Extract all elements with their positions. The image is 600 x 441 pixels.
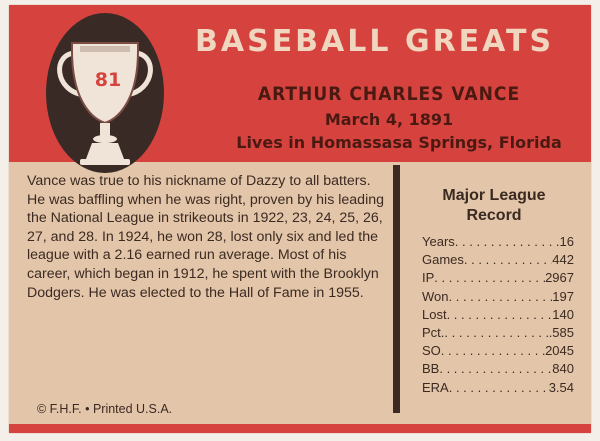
card-series-title: BASEBALL GREATS bbox=[195, 24, 555, 59]
stat-row-bb bbox=[422, 360, 574, 378]
leader-dots bbox=[447, 306, 553, 324]
stat-label: IP bbox=[422, 270, 435, 286]
stat-value: 140 bbox=[552, 306, 574, 322]
trophy-icon bbox=[46, 13, 164, 173]
leader-dots bbox=[441, 342, 545, 360]
leader-dots bbox=[455, 233, 560, 251]
record-heading-line2: Record bbox=[466, 207, 522, 224]
player-birth-date: March 4, 1891 bbox=[324, 110, 454, 129]
stat-row-lost bbox=[422, 306, 574, 324]
stat-label: Pct. bbox=[422, 325, 445, 341]
stat-row-so bbox=[422, 342, 574, 360]
copyright-footer: © F.H.F. • Printed U.S.A. bbox=[37, 402, 173, 416]
stat-label: SO bbox=[422, 343, 441, 359]
stat-value: .585 bbox=[548, 325, 574, 341]
column-divider bbox=[393, 165, 400, 413]
card-number: 81 bbox=[94, 69, 122, 91]
record-heading bbox=[409, 186, 579, 226]
stat-label: Games bbox=[422, 252, 464, 268]
player-biography bbox=[27, 172, 385, 302]
leader-dots bbox=[449, 288, 553, 306]
stat-row-games bbox=[422, 251, 574, 269]
stat-label: Lost bbox=[422, 306, 447, 322]
leader-dots bbox=[434, 269, 545, 287]
stat-value: 197 bbox=[552, 288, 574, 304]
stat-value: 2045 bbox=[545, 343, 574, 359]
bottom-border-stripe bbox=[9, 424, 591, 433]
stat-value: 2967 bbox=[545, 270, 574, 286]
biography-text: Vance was true to his nickname of Dazzy to all batters. He was baffling when he was right, proven by his leading the National League in strikeouts in 1922, 23, 24, 25, 26, 27, and 28. In 1924, he won 28, lost only six and led the league with a 2.16 earned run average. Most of his career, which began in 1912, he spent with the Brooklyn Dodgers. He was elected to the Hall of Fame in 1955. bbox=[27, 173, 385, 301]
stat-label: ERA bbox=[422, 379, 449, 395]
stat-value: 442 bbox=[552, 252, 574, 268]
record-heading-line1: Major League bbox=[442, 187, 546, 204]
stat-row-years bbox=[422, 233, 574, 251]
stat-row-won bbox=[422, 288, 574, 306]
stat-row-ip bbox=[422, 269, 574, 287]
stat-row-pct bbox=[422, 324, 574, 342]
stat-row-era bbox=[422, 379, 574, 397]
stat-value: 3.54 bbox=[548, 379, 574, 395]
stat-label: Years bbox=[422, 234, 455, 249]
leader-dots bbox=[444, 324, 548, 342]
stat-value: 840 bbox=[552, 361, 574, 377]
career-stats-table bbox=[422, 233, 574, 397]
leader-dots bbox=[449, 379, 549, 397]
leader-dots bbox=[464, 251, 552, 269]
leader-dots bbox=[439, 360, 552, 378]
stat-label: Won bbox=[422, 288, 449, 304]
player-residence: Lives in Homassasa Springs, Florida bbox=[236, 133, 562, 152]
trading-card-back bbox=[9, 5, 591, 433]
stat-label: BB bbox=[422, 361, 440, 377]
stat-value: 16 bbox=[559, 234, 574, 249]
player-name: ARTHUR CHARLES VANCE bbox=[257, 83, 521, 105]
